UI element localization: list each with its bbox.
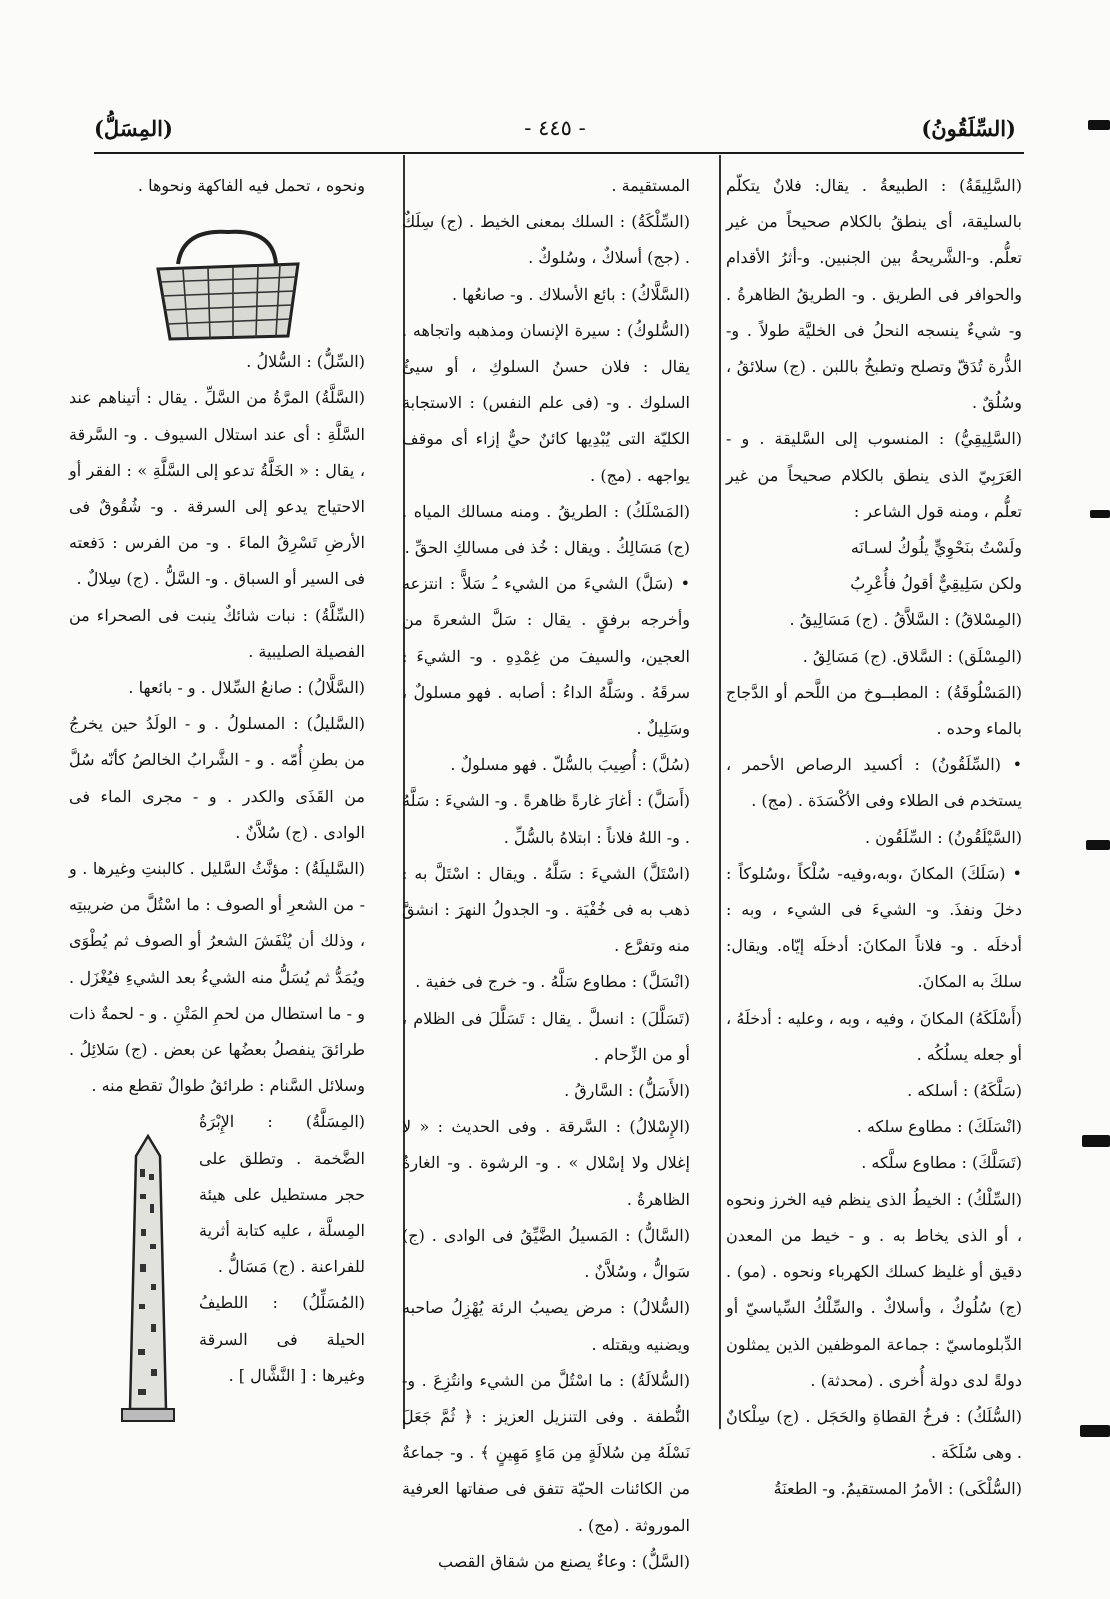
dictionary-entry: (السِّلْكُ) : الخيطُ الذى ينظم فيه الخرز ونحوه ، أو الذى يخاط به . و - خيط من المعدن دقيق أو غليظ كسلك الكهرباء ونحوه . (مو) . (ج) سُلُوكٌ ، وأسلاكٌ . والسِّلْكُ السِّياسيّ أو الدِّبلوماسيّ : جماعة الموظفين الذين يمثلون دولةً لدى دولة أُخرى . (محدثة) . bbox=[726, 1189, 1022, 1390]
dictionary-entry: (السَّلِيقِيُّ) : المنسوب إلى السَّليقة . و - العَرَبِيّ الذى ينطق بالكلام صحيحاً من غير تعلُّم ، ومنه قول الشاعر : bbox=[726, 429, 1022, 521]
dictionary-entry: (السَّلَّالُ) : صانعُ السِّلال . و - بائعها . bbox=[128, 678, 365, 698]
dictionary-entry: (انْسَلَّ) : مطاوع سَلَّهُ . و- خرج فى خفية . bbox=[415, 972, 690, 992]
dictionary-entry: • (السِّلَقُونُ) : أكسيد الرصاص الأحمر ، يستخدم فى الطلاء وفى الأكْسَدَة . (مج) . bbox=[726, 755, 1022, 811]
dictionary-entry: ولكن سَلِيقِيٌّ أقولُ فأُعْرِبُ bbox=[850, 574, 1022, 594]
dictionary-entry: (السُّلَكُ) : فرخُ القطاةِ والحَجَل . (ج) سِلْكانٌ . وهى سُلَكَة . bbox=[726, 1406, 1022, 1463]
obelisk-illustration bbox=[118, 1134, 178, 1424]
dictionary-entry: (انْسَلَكَ) : مطاوع سلكه . bbox=[856, 1117, 1022, 1137]
dictionary-entry: (اسْتَلَّ) الشيءَ : سَلَّهُ . ويقال : اسْتَلَّ به : ذهب به فى خُفْيَة . و- الجدولُ النهرَ : انشقَّ منه وتفرَّع . bbox=[402, 863, 690, 956]
dictionary-entry: (السَّلَّاكُ) : بائع الأسلاك . و- صانعُها . bbox=[452, 284, 690, 304]
dictionary-entry: (أَسْلَكَهُ) المكانَ ، وفيه ، وبه ، وعليه : أدخلَهُ ، أو جعله يسلُكُه . bbox=[726, 1008, 1022, 1064]
dictionary-entry: (المَسْلُوقَةُ) : المطبــوخ من اللَّحم أو الدَّجاج بالماء وحده . bbox=[726, 682, 1022, 739]
dictionary-entry: (السَّيْلَقُونُ) : السِّلَقُون . bbox=[864, 827, 1022, 847]
dictionary-entry: (السَّلِيقَةُ) : الطبيعةُ . يقال: فلانٌ يتكلّم بالسليقة، أى ينطقُ بالكلام صحيحاً من غير تعلُّم. و-الشَّريحةُ بين الجنبين. و-أثرُ الأقدام والحوافر فى الطريق . و- الطريقُ الظاهرةُ . و- شيءٌ ينسجه النحلُ فى الخليَّة طولاً . و- الذُّرة تُدَقّ وتصلح وتطبخُ باللبن . (ج) سلائقُ ، وسُلُقٌ . bbox=[726, 176, 1022, 413]
header-rule bbox=[94, 152, 1024, 154]
dictionary-entry: (السَّليلَةُ) : مؤنَّثُ السَّليل . كالبنتِ وغيرها . و - من الشعرِ أو الصوف : ما اسْتُلَّ من ضريبتِه ، وذلك أن يُنْفَشَ الشعرُ أو الصوف ثم يُطْوَى ويُمَدُّ ثم يُسَلُّ منه الشيءُ بعد الشيءِ فيُغْزَل . و - ما استطال من لحمِ المَتْنِ . و - لحمةٌ ذات طرائقَ ينفصلُ بعضُها عن بعض . (ج) سَلائِلُ . وسلائل السَّنام : طرائقُ طوالٌ تقطع منه . bbox=[69, 859, 365, 1096]
dictionary-entry: (السِّلْكَةُ) : السلك بمعنى الخيط . (ج) سِلَكٌ . (جج) أسلاكٌ ، وسُلوكٌ . bbox=[402, 212, 690, 268]
dictionary-entry: (الأَسَلُّ) : السَّارقُ . bbox=[564, 1081, 690, 1101]
margin-mark bbox=[1080, 1425, 1110, 1437]
page-number: - ٤٤٥ - bbox=[524, 116, 586, 140]
dictionary-entry: • (سَلَكَ) المكانَ ،وبه،وفيه- سُلْكاً ،وسُلوكاً : دخلَ ونفذَ. و- الشيءَ فى الشيء ، وبه : أدخلَه . و- فلاناً المكانَ: أدخلَه إيّاه. ويقال: سلكَ به المكانَ. bbox=[726, 863, 1022, 992]
dictionary-entry: (تَسَلَّكَ) : مطاوع سلَّكه . bbox=[861, 1153, 1022, 1173]
dictionary-entry: (المِسْلاقُ) : السَّلاَّقُ . (ج) مَسَالِيقُ . bbox=[789, 610, 1022, 630]
dictionary-entry: (السَّالُّ) : المَسيلُ الضَّيِّقُ فى الوادى . (ج) سَوالُّ ، وسُلاَّنٌ . bbox=[402, 1225, 690, 1282]
dictionary-entry: (السُّلالُ) : مرض يصيبُ الرئة يُهْزِلُ صاحبه ويضنيه ويقتله . bbox=[402, 1298, 690, 1354]
dictionary-entry: • (سَلَّ) الشيءَ من الشيء ـُ سَلاًّ : انتزعه وأخرجه برفقٍ . يقال : سَلَّ الشعرةَ من العجين، والسيفَ من غِمْدِهِ . و- الشيءَ : سرقَهُ . وسَلَّهُ الداءُ : أصابه . فهو مسلولٌ ، وسَلِيلٌ . bbox=[402, 574, 690, 739]
dictionary-entry: (أَسَلَّ) : أغارَ غارةً ظاهرةً . و- الشيءَ : سَلَّهُ . و- اللهُ فلاناً : ابتلاهُ بالسُّلِّ . bbox=[402, 791, 690, 847]
guide-word-last: (المِسَلُّ) bbox=[94, 116, 173, 141]
dictionary-entry: (الإِسْلالُ) : السَّرقة . وفى الحديث : « لا إغلال ولا إسْلال » . و- الرشوة . و- الغارةُ الظاهرةُ . bbox=[402, 1117, 690, 1209]
column-divider bbox=[719, 155, 721, 1429]
dictionary-entry: (المَسْلَكُ) : الطريقُ . ومنه مسالك المياه . (ج) مَسَالِكُ . ويقال : خُذ فى مسالكِ الحقِّ . bbox=[402, 501, 690, 558]
margin-mark bbox=[1082, 1135, 1110, 1147]
dictionary-entry: (المُسَلِّلُ) : اللطيفُ الحيلة فى السرقة وغيرها : [ النَّشَّال ] . bbox=[199, 1293, 365, 1385]
dictionary-entry: (السِّلُّ) : السُّلالُ . bbox=[246, 352, 365, 372]
dictionary-entry: (السِّلَّةُ) : نبات شائكٌ ينبت فى الصحراء من الفصيلة الصليبية . bbox=[69, 605, 365, 661]
margin-mark bbox=[1090, 510, 1110, 518]
guide-word-first: (السِّلَقُونُ) bbox=[921, 116, 1016, 141]
dictionary-entry: (السَّلَّةُ) المرَّةُ من السَّلِّ . يقال : أتيناهم عند السَّلَّةِ : أى عند استلال السيوف . و- السَّرقة ، يقال : « الخَلَّةُ تدعو إلى السَّلَّةِ » : الفقر أو الاحتياج يدعو إلى السرقة . و- شُقُوقٌ فى الأرضِ تَسْرِقُ الماءَ . و- من الفرس : دَفعته فى السير أو السباق . و- السَّلُّ . (ج) سِلالٌ . bbox=[69, 388, 365, 589]
dictionary-entry: (السَّليلُ) : المسلولُ . و - الولَدُ حين يخرجُ من بطنِ أُمّه . و - الشَّرابُ الخالصُ كأنّه سُلَّ من القَذَى والكدر . و - مجرى الماء فى الوادى . (ج) سُلاَّنٌ . bbox=[69, 714, 365, 842]
column-middle bbox=[402, 168, 690, 1571]
dictionary-entry: المستقيمة . bbox=[611, 176, 690, 195]
column-right bbox=[726, 168, 1022, 1499]
column-left bbox=[69, 168, 365, 1479]
dictionary-entry: ونحوه ، تحمل فيه الفاكهة ونحوها . bbox=[137, 176, 365, 195]
page-header bbox=[94, 116, 1016, 152]
dictionary-entry: (السُّلْكَى) : الأمرُ المستقيمُ. و- الطعنَةُ bbox=[773, 1479, 1022, 1499]
dictionary-entry: (السُّلوكُ) : سيرة الإنسان ومذهبه واتجاهه . يقال : فلان حسنُ السلوكِ ، أو سيئُ السلوك . و- (فى علم النفس) : الاستجابة الكليّة التى يُبْدِيها كائنٌ حيٌّ إزاء أى موقف يواجهه . (مج) . bbox=[402, 320, 690, 485]
dictionary-entry: (السَّلُّ) : وعاءٌ يصنع من شقاق القصب bbox=[438, 1551, 690, 1571]
margin-mark bbox=[1088, 120, 1110, 130]
dictionary-entry: (المِسَلَّةُ) : الإِبْرَةُ الضَّخمة . وتطلق على حجر مستطيل على هيئة المِسلَّة ، عليه كتابة أثرية للفراعنة . (ج) مَسَالُّ . bbox=[199, 1112, 365, 1277]
dictionary-entry: ولَسْتُ بنَحْوِيٍّ يلُوكُ لسـانَه bbox=[850, 538, 1022, 558]
dictionary-entry: (تَسَلَّلَ) : انسلَّ . يقال : تَسَلَّلَ فى الظلام ، أو من الزِّحام . bbox=[402, 1008, 690, 1064]
basket-illustration bbox=[148, 224, 308, 344]
dictionary-entry: (سَلَّكَهُ) : أسلكه . bbox=[907, 1081, 1022, 1101]
dictionary-entry: (السُّلالَةُ) : ما اسْتُلَّ من الشيء وانتُزِعَ . و- النُّطفة . وفى التنزيل العزيز : ﴿ ثُمَّ جَعَلَ نَسْلَهُ مِن سُلالَةٍ مِن مَاءٍ مَهِينٍ ﴾ . و- جماعةٌ من الكائنات الحيّة تتفق فى صفاتها العرفية الموروثة . (مج) . bbox=[402, 1370, 690, 1535]
dictionary-entry: (سُلَّ) : أُصِيبَ بالسُّلّ . فهو مسلولٌ . bbox=[450, 755, 690, 775]
margin-mark bbox=[1086, 840, 1110, 850]
dictionary-entry: (المِسْلَق) : السَّلاق. (ج) مَسَالِقُ . bbox=[802, 646, 1022, 666]
